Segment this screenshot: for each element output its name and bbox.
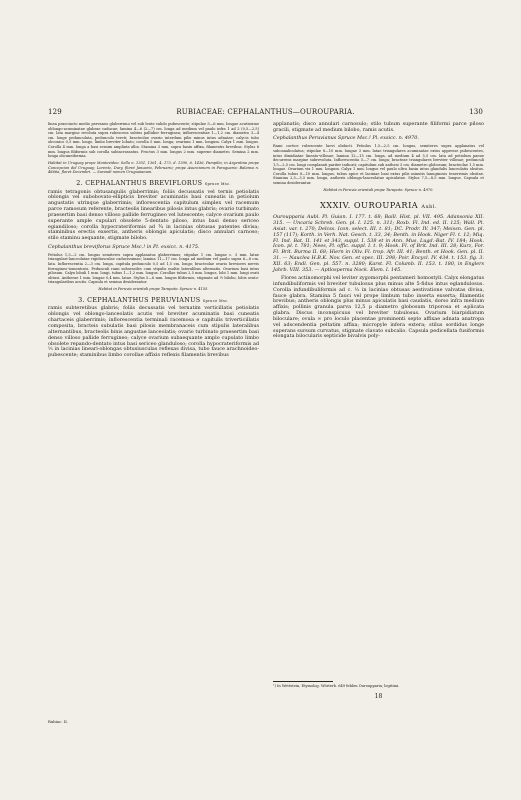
signature-footer: Rubiac. II. xyxy=(48,719,68,724)
species-description: Rami cortice rubescente laevi obducti. Petiolus 1,5—2,5 cm. longus, semiteres supra applanatus vel subcanaliculatus; stipulae 8—10 mm. longae 3 mm. latae triangulares acuminatae extus appresse pubescentes, intus dimidiatae lineato-villosae; lamina 12—15 cm. longa, ad medium 4 ad 5,5 cm. lata ad petiolum paene decurrens margine subrevoluta. Inflorescentia 5—7 cm. longa; bracteae triangulares breviter villosae; pedunculi 1,5—2,5 cm. longi complanati pariter indicati; capitulum sub anthesi 3 cm. diametro globosum; bracteolae 1,5 mm. longae. Ovarium vix 1 mm. longum. Calyx 1 mm. longus vel paulo ultra basin intus glandulis lanceolatis obsitus. Corolla tubus 8—10 mm. longus, tubus apice et laciniae basi extus pilis minutis lanuginosis tenerrimis obsitae. Stamina 2,5—3,5 mm. longa, antheris oblongo-lanceolatae apiculatae. Stylus 7,5—8,5 mm. longus. Capsula et semina desiderantur. xyxy=(273,144,484,186)
genus-synonymy: Ouroupparia Aubl. Pl. Guian. I. 177. t. 68; Baill. Hist. pl. VII. 495. Adansonia XII. 315. — Uncaria Schreb. Gen. pl. I. 125. n. 311; Roxb. Fl. Ind. ed. II. 125; Wall. Pl. Asiat. var. t. 270; Delcss. Icon. select. III. t. 81; DC. Prodr. IV. 347; Meissn. Gen. pl. 157 (117); Korth. in Verh. Nat. Gesch. t. 33, 34; Benth. in Hook. Niger Fl. t. 12; Miq. Fl. Ind. Bat. II. 141 et 343, suppl. I. 538 et in Ann. Mus. Lugd.-Bat. IV. 184; Hook. Icon. pl. t. 781; Nees, Pl. offic. suppl. I. t. 9; Hook. Fl. of Brit. Ind. III. 28; Kurz, For. Fl. Brit. Burma II. 68; Hiern in Oliv. Fl. trop. Afr. III. 41; Benth. et Hook. Gen. pl. II. 31. — Nauclea H.B.K. Nov. Gen. et spec. III. 298; Poir. Encycl. IV. 434. t. 153. fig. 3. XII. 63; Endl. Gen. pl. 557. n. 3280; Karst. Fl. Columb. II. 153. t. 180, in Englers Jahrb. VIII. 353. — Aptlosperma Nock. Elem. I. 145. xyxy=(273,214,484,273)
species-description: Petiolus 1,5—2 cm. longus semiteres supra applanatus glaberrimus; stipulae 1 cm. longae c. 3 mm. latae triangulari-lanceolatae rigidiusculae caducissimae; lamina 11—17 cm. longa ad medium vel paulo supra 6—8 cm. lata. Inflorescentia 2—3 cm. longa, capitula pedunculo 0,5 ad 1,5 cm. longo; bracteolae ovario breviores nervis ferrugineo-tomentosis. Pedunculi rami subsessiles cum stipulis multis lateralibus alternatis. Ovarium basi intus pilosum. Calyx lobuli 1 mm. longi, tubus 1—1,2 mm. longus. Corollae tubus 2,5 mm. longus, lobi 1 mm. longi ovati obtusi. Antherae 1 mm. longae 0,4 mm. latae. Stylus 5—6 mm. longus filiformis, stigmate ad ⅓ bilobo, lobis ovato-triangularibus acutis. Capsula et semina desiderantur. xyxy=(48,252,259,285)
genus-description: Flores actinomorphi vel leviter zygomorphi pentameri homostyli. Calyx elongatus infundibuliformis vel breviter tubulosus plus minus alte 5-fidus intus eglandulosus. Corolla infundibuliformis ad c. ⅓ in lacinias obtusas aestivatione valvatas divisa, fauce glabra. Stamina 5 fauci vel prope limbum tubo inserta exserta; filamentis brevibus; antheris oblongis plus minus apiculatis basi caudatis, dorso infra medium affixis; pollinis granula parva 12,5 μ diametro globosum triporosa et ±plicata glabra. Discus inconspicuus vel breviter tubulosus. Ovarium biarpidiatum biloculare; ovula ∞ pro loculo placentae prominenti septo affixae adnata anatropa vel adscendentia peltatim affixa; micropyle infera extera; stilus sordidus longe superans sursum curvatus, stigmate clavato subcalio. Capsula pedicellata fusiformis elongata bilocularis septicide bivalvis poly- xyxy=(273,275,484,340)
footnote: ¹) In Wettstein, Etymolog. Wörterb. 649 fehlen Ouroupparia; legitimi. xyxy=(273,684,400,688)
page-number-left: 129 xyxy=(48,108,62,116)
left-column xyxy=(48,122,259,720)
habitat-note: Habitat in Uruguay prope Montevideo: Sello n. 1351, 1361, 4, 173, d. 1390, 6. 1436, Pampilio; in Argentina prope Concepcion del Uruguay; Lorentz, Dury, floret Januario, Februario; prope Asuncionem in Paraguaria: Balansa n. 4866a, floret Decembri. — Sarandi nomen Uruguaianum. xyxy=(48,161,259,175)
species-diagnosis: ramis subteretibus glabris; foliis decussatis vel ternatim verticillatis petiolatis oblongis vel oblongo-lanceolatis acutis vel breviter acuminatis basi cuneatis chartaceis glaberrimis; inflorescentia terminali racemosa e capitulis triverticillatis composita, bracteis subulatis basi pilosis membranaceis cum stipulis lateralibus alternantibus, bracteolis binis angustae lanceolatis; ovario turbinato praesertim basi denso villoso pallide ferrugineo; calyce ovarium subaequante amplo cupulato limbo obsolete repando-dentato intus basi sericeo glanduloso; corolla hypocrateriformis ad ⅓ in lacinias lineari-oblongas obtusiusculas reflexas divisa, tubo fauce arachnoideo-pubescente; staminibus limbo corollae affixis reflexis filamentis brevibus xyxy=(48,305,260,359)
page-number-right: 130 xyxy=(469,108,483,116)
right-column xyxy=(273,122,484,682)
habitat-note: Habitat in Peruvia orientali prope Tarapoto: Spruce n. 4155. xyxy=(98,287,209,292)
diagnosis-continued: applanatis; disco annulari carnosulo; stilo tubum superante filiformi parce piloso gracili, stigmate ad medium bilobo, ramis acutis. xyxy=(273,121,484,133)
species-citation: Cephalanthus Peruvianus Spruce Msc.! Pl. exsicc. n. 4970. xyxy=(273,135,419,142)
running-title: RUBIACEAE: CEPHALANTHUS—OUROUPARIA. xyxy=(176,108,355,116)
description-continued: linea praecincto medio pervaneo glaberrimo vel sub lente valido pubescente; stipulae 5—6 mm. longae acutissime oblongo-acuminatae glabrae caducae; lamina 4—6 (2—7) cm. longa ad medium vel paulo infra 1 ad 2 (0,5—2,5) cm. lata marginc revoluta supra rubescens subtus pallidior ferruginea; inflorescentiae 1—1,2 cm. diametro 3—4 cm. longe pedunculata, pedunculo tereti; bracteolae ovario interdum pilis minus intus adnatae; calycis tubo obconico 0,5 mm. longo, limbo breviter lobato; corolla 5 mm. longa; ovarium 1 mm. longum. Calyx 1 mm. longus. Corolla 4 mm. longa a basi sensim ampliata alba. Stamina 3 mm. supra basin affixa, filamentis brevibus. Stylus 6 mm. longus filiformis sub corolla subincrassatus. Fructus 3 mm. longus 2 mm. superne diametro. Semina 2 mm. longa obcuneiformia. xyxy=(48,122,259,159)
footnote-rule xyxy=(273,681,333,682)
species-citation: Cephalanthus breviflorus Spruce Msc.! in Pl. exsicc. n. 4175. xyxy=(48,243,200,250)
running-header xyxy=(48,108,483,120)
genus-heading: XXXIV. OUROUPARIA Aubl. xyxy=(319,199,438,210)
species-heading: 2. CEPHALANTHUS BREVIFLORUS Spruce Msc. xyxy=(76,178,231,187)
species-heading: 3. CEPHALANTHUS PERUVIANUS Spruce Msc. xyxy=(78,295,229,304)
species-diagnosis: ramis tetragonis obtusangulis glaberrimis; foliis decussatis vel ternis petiolatis oblongis vel subobovato-ellipticis breviter acuminatis basi cuneatis in petiolum angustatis utrinque glaberrimis; inflorescentia capitulum simplex vel racemum parce ramosum referente, bracteolis linearibus pilosis intus glabris; ovario turbinato praesertim basi denso villoso pallide ferrugineo vel lutescente; calyce ovarium paulo superante ample cupulari obsolete 5-dentato piloso, intus basi denso sericeo egiandiloso; corolla hypocrateriformis ad ¾ in lacinias obtusas patentes divisa; staminibus erectis exsertis, antheris oblongis apiculatis; disco annulari carnoso; stilo staminu aequante, stigmate bilobo. xyxy=(48,188,259,242)
habitat-note: Habitat in Peruvia orientali prope Tarapoto: Spruce n. 4970. xyxy=(323,188,434,193)
signature-number: 18 xyxy=(374,693,383,700)
